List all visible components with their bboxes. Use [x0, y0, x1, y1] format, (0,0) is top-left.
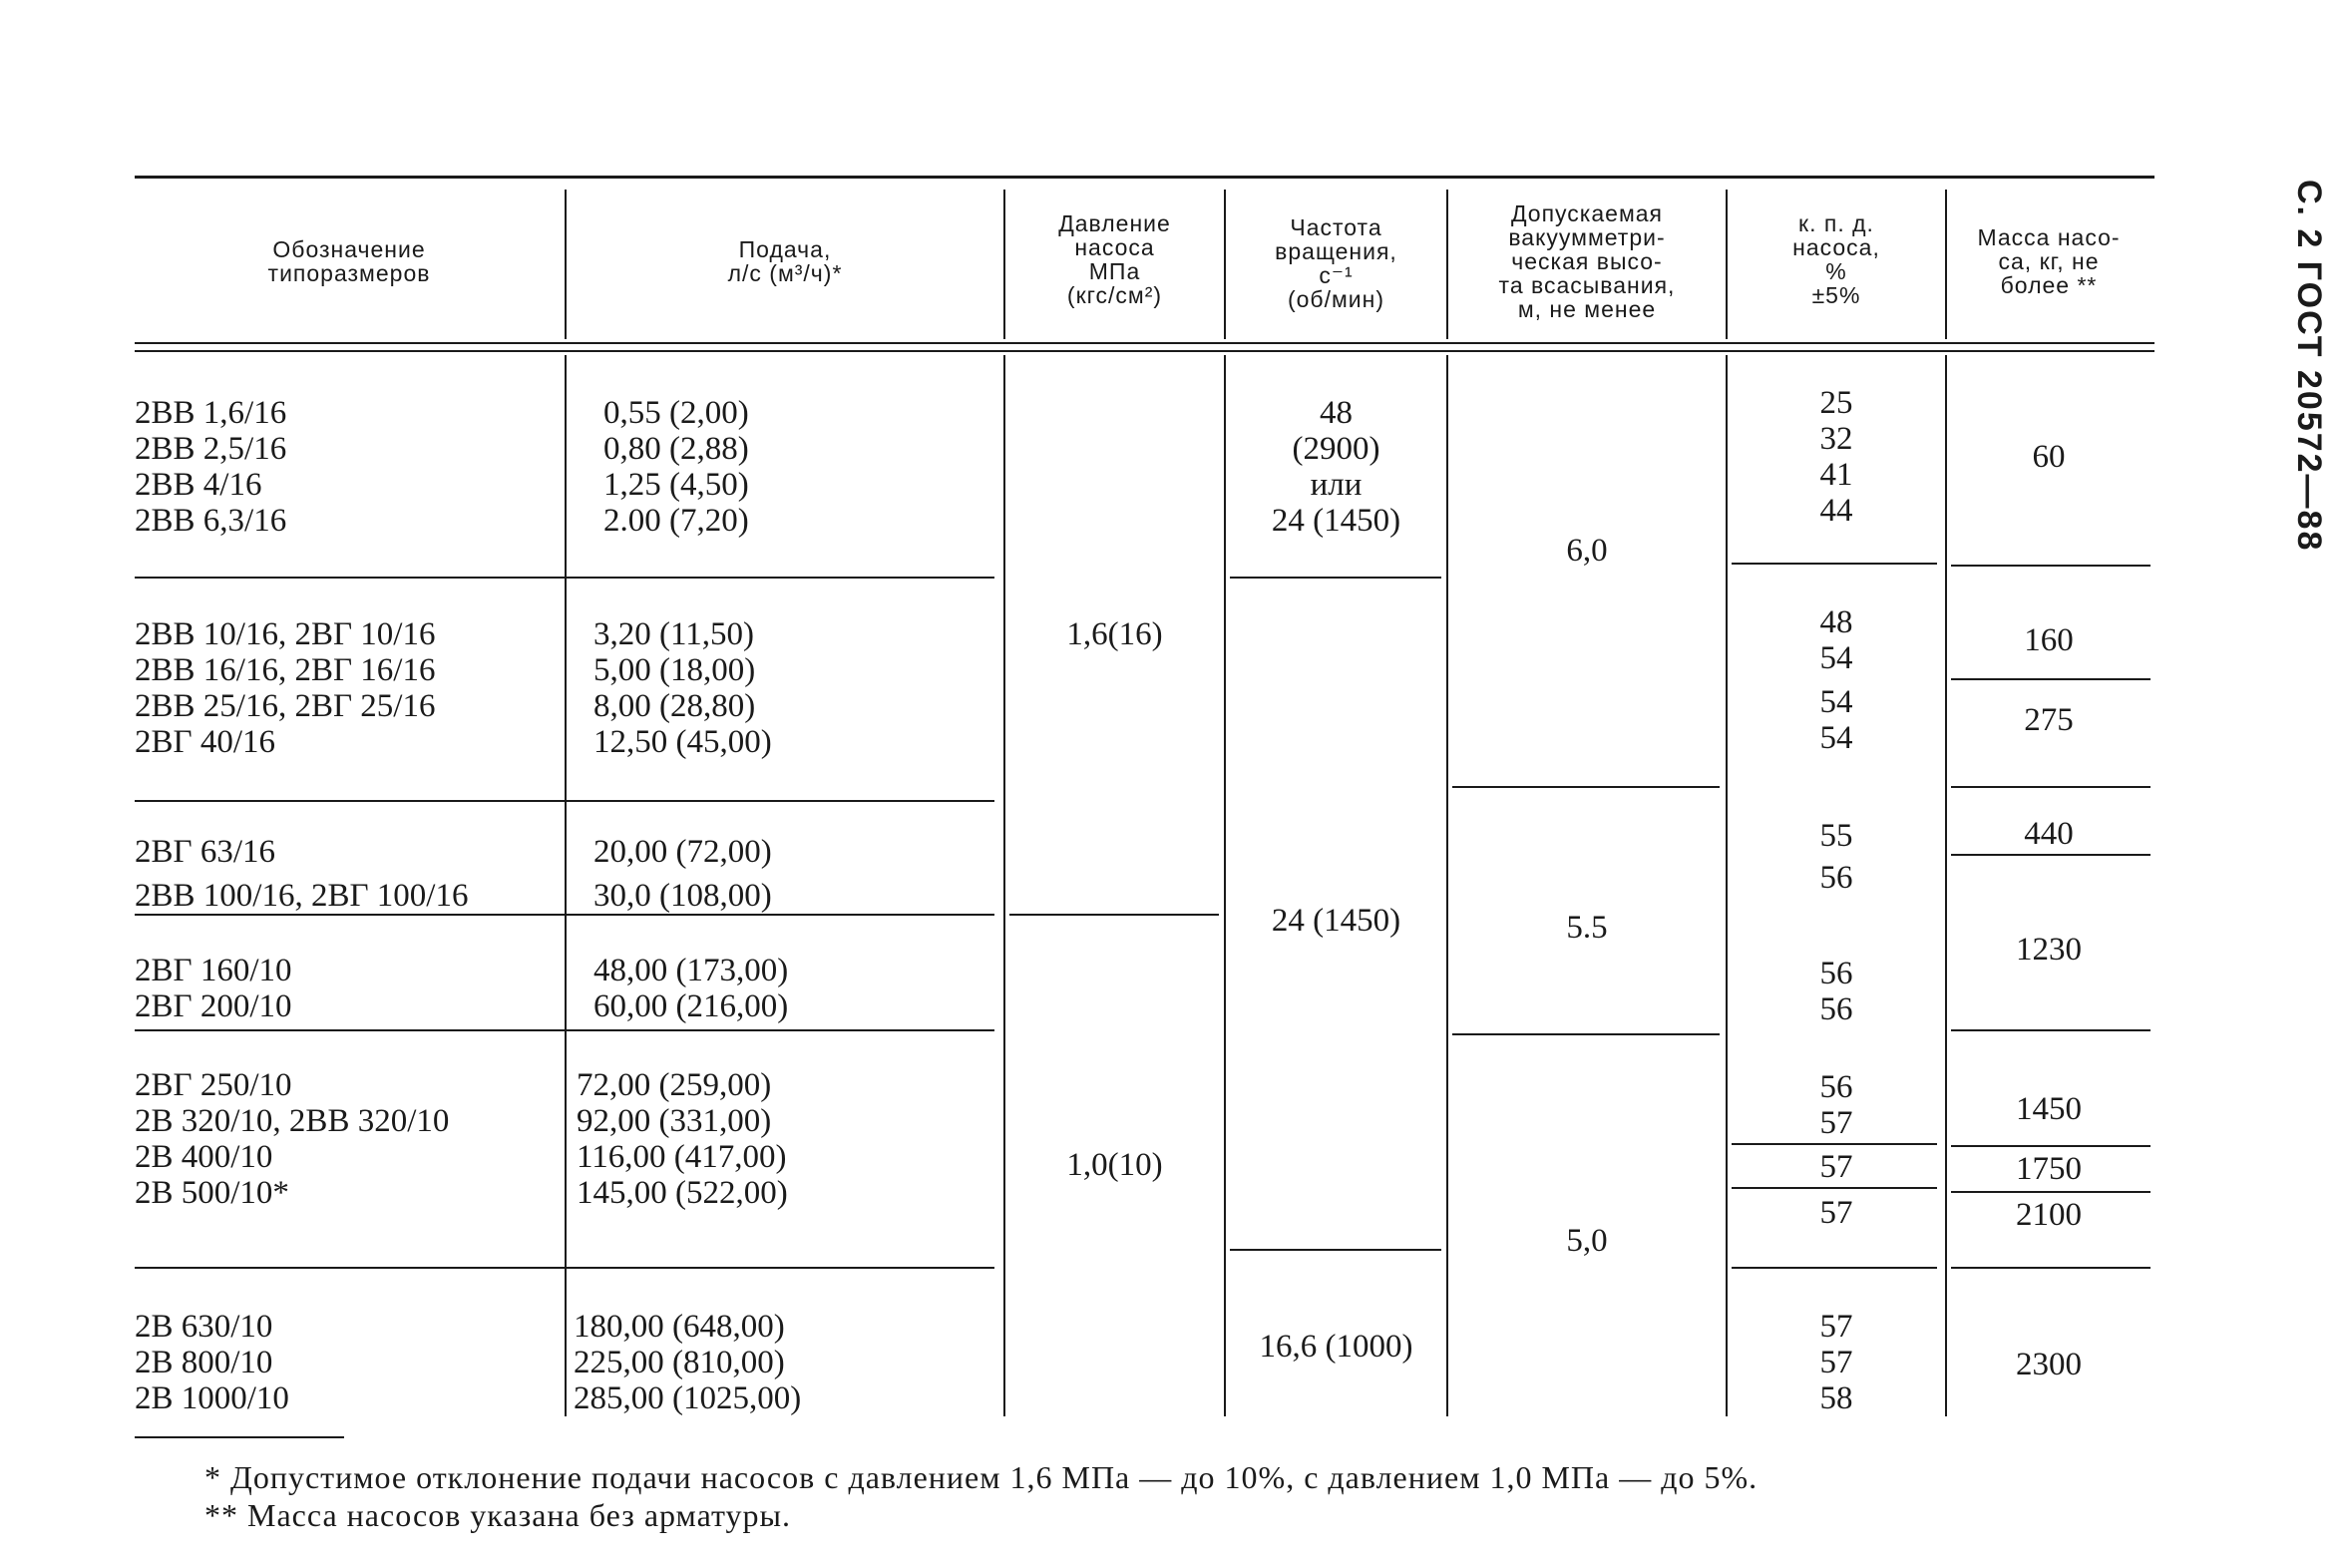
row-separator — [1951, 854, 2150, 856]
header-rule-1 — [135, 342, 2154, 344]
flow-group-5: 72,00 (259,00) 92,00 (331,00) 116,00 (417,00) 145,00 (522,00) — [577, 1067, 788, 1211]
row-separator — [1009, 914, 1219, 916]
row-separator — [1452, 786, 1720, 788]
designation-group-5: 2ВГ 250/10 2В 320/10, 2ВВ 320/10 2В 400/10 2В 500/10* — [135, 1067, 450, 1211]
designation-group-1: 2ВВ 1,6/16 2ВВ 2,5/16 2ВВ 4/16 2ВВ 6,3/16 — [135, 395, 287, 539]
header-rule-2 — [135, 350, 2154, 352]
row-separator — [135, 577, 994, 579]
speed-group-3: 16,6 (1000) — [1259, 1329, 1413, 1365]
col-divider — [565, 355, 567, 1416]
header-flow: Подача, л/с (м³/ч)* — [727, 236, 843, 286]
row-separator — [1732, 1267, 1937, 1269]
mass-cell: 2100 — [2016, 1197, 2082, 1233]
suction-5-5: 5.5 — [1566, 910, 1608, 946]
speed-group-2: 24 (1450) — [1271, 903, 1401, 939]
col-divider — [1945, 355, 1947, 1416]
mass-cell: 160 — [2024, 622, 2074, 658]
col-divider — [1003, 190, 1005, 339]
flow-group-4: 48,00 (173,00) 60,00 (216,00) — [593, 953, 789, 1024]
col-divider — [1945, 190, 1947, 339]
row-separator — [1230, 577, 1441, 579]
row-separator — [1452, 1033, 1720, 1035]
side-caption — [2272, 180, 2328, 559]
mass-cell: 440 — [2024, 816, 2074, 852]
efficiency-cell: 55 — [1819, 818, 1853, 854]
row-separator — [1732, 1143, 1937, 1145]
row-separator — [1951, 786, 2150, 788]
row-separator — [1951, 1191, 2150, 1193]
row-separator — [1230, 1249, 1441, 1251]
efficiency-cell: 57 — [1819, 1195, 1853, 1231]
header-suction-height: Допускаемая вакуумметри- ческая высо- та всасывания, м, не менее — [1498, 200, 1676, 322]
header-pressure: Давление насоса МПа (кгс/см²) — [1058, 210, 1171, 308]
pressure-10: 1,0(10) — [1066, 1147, 1163, 1183]
header-designation: Обозначение типоразмеров — [267, 236, 431, 286]
header-efficiency: к. п. д. насоса, % ±5% — [1792, 210, 1880, 308]
row-separator — [1951, 1145, 2150, 1147]
efficiency-cell: 56 — [1819, 860, 1853, 896]
table-top-rule — [135, 176, 2154, 179]
mass-cell: 1230 — [2016, 932, 2082, 968]
row-separator — [1732, 1187, 1937, 1189]
efficiency-cell: 57 — [1819, 1149, 1853, 1185]
designation-group-2: 2ВВ 10/16, 2ВГ 10/16 2ВВ 16/16, 2ВГ 16/16 2ВВ 25/16, 2ВГ 25/16 2ВГ 40/16 — [135, 616, 436, 760]
designation-group-6: 2В 630/10 2В 800/10 2В 1000/10 — [135, 1309, 289, 1416]
pressure-16: 1,6(16) — [1066, 616, 1163, 652]
col-divider — [565, 190, 567, 339]
flow-group-6: 180,00 (648,00) 225,00 (810,00) 285,00 (1025,00) — [574, 1309, 802, 1416]
mass-cell: 1750 — [2016, 1151, 2082, 1187]
mass-cell: 1450 — [2016, 1091, 2082, 1127]
efficiency-cell: 56 57 — [1819, 1069, 1853, 1141]
col-divider — [1003, 355, 1005, 1416]
row-separator — [135, 1029, 994, 1031]
col-divider — [1726, 190, 1728, 339]
mass-cell: 2300 — [2016, 1347, 2082, 1382]
efficiency-cell: 56 56 — [1819, 956, 1853, 1027]
flow-group-2: 3,20 (11,50) 5,00 (18,00) 8,00 (28,80) 12,50 (45,00) — [593, 616, 772, 760]
designation-group-4: 2ВГ 160/10 2ВГ 200/10 — [135, 953, 292, 1024]
footnote-2: ** Масса насосов указана без арматуры. — [204, 1497, 792, 1533]
row-separator — [1951, 1029, 2150, 1031]
footnote-1: * Допустимое отклонение подачи насосов с давлением 1,6 МПа — до 10%, с давлением 1,0 МПа — до 5%. — [204, 1459, 1759, 1495]
col-divider — [1726, 355, 1728, 1416]
footnote-rule — [135, 1436, 344, 1438]
speed-group-1: 48 (2900) или 24 (1450) — [1271, 395, 1401, 539]
suction-5-0: 5,0 — [1566, 1223, 1608, 1259]
col-divider — [1224, 190, 1226, 339]
col-divider — [1446, 355, 1448, 1416]
efficiency-cell: 48 54 — [1819, 604, 1853, 676]
col-divider — [1224, 355, 1226, 1416]
suction-6-0: 6,0 — [1566, 533, 1608, 569]
efficiency-cell: 57 57 58 — [1819, 1309, 1853, 1416]
row-separator — [1951, 565, 2150, 567]
col-divider — [1446, 190, 1448, 339]
efficiency-cell: 54 54 — [1819, 684, 1853, 756]
row-separator — [135, 1267, 994, 1269]
designation-group-3: 2ВГ 63/16 2ВВ 100/16, 2ВГ 100/16 — [135, 834, 469, 914]
row-separator — [1951, 1267, 2150, 1269]
mass-cell: 60 — [2032, 439, 2066, 475]
side-caption-text: С. 2 ГОСТ 20572—88 — [2290, 180, 2328, 553]
flow-group-1: 0,55 (2,00) 0,80 (2,88) 1,25 (4,50) 2.00 (7,20) — [603, 395, 749, 539]
row-separator — [135, 800, 994, 802]
flow-group-3: 20,00 (72,00) 30,0 (108,00) — [593, 834, 772, 914]
row-separator — [1732, 563, 1937, 565]
efficiency-cell: 25 32 41 44 — [1819, 385, 1853, 529]
mass-cell: 275 — [2024, 702, 2074, 738]
header-mass: Масса насо- са, кг, не более ** — [1977, 224, 2121, 298]
header-speed: Частота вращения, с⁻¹ (об/мин) — [1275, 214, 1397, 312]
row-separator — [1951, 678, 2150, 680]
